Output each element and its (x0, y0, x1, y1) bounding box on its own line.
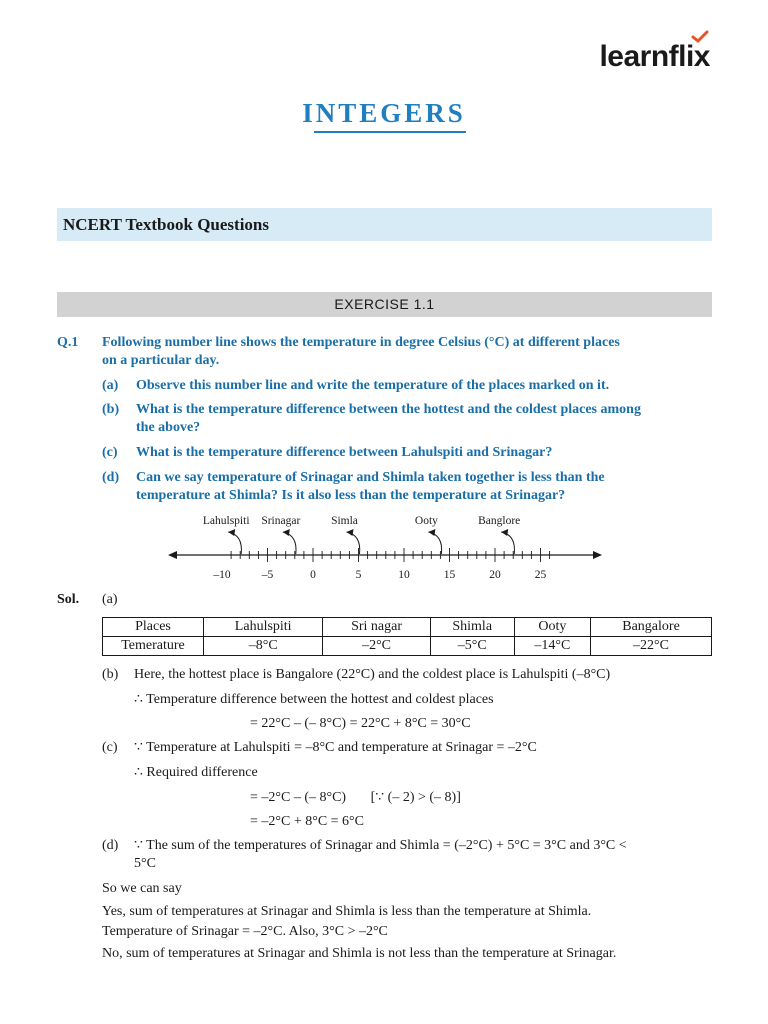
arrowhead-icon (347, 529, 354, 536)
place-pointer-arrow (347, 532, 360, 554)
part-b-text-1: What is the temperature difference between the hottest and the coldest places among (136, 402, 641, 417)
tick-label: 25 (534, 569, 547, 581)
place-pointer-arrow (228, 532, 241, 554)
place-pointer-arrow (428, 532, 441, 554)
place-pointer-arrow (283, 532, 296, 554)
part-d-label: (d) (102, 470, 120, 485)
arrowhead-icon (428, 529, 435, 536)
table-row (103, 618, 712, 637)
table-header-cell: Sri nagar (323, 618, 430, 637)
section-heading-box (57, 208, 712, 241)
solution-c-line-4: = –2°C + 8°C = 6°C (250, 814, 364, 829)
table-cell: –14°C (514, 637, 590, 656)
table-cell: –5°C (430, 637, 514, 656)
arrowhead-icon (501, 529, 508, 536)
tick-label: –10 (213, 569, 231, 581)
table-row (103, 637, 712, 656)
table-header-cell: Lahulspiti (204, 618, 323, 637)
place-label: Srinagar (261, 515, 301, 527)
solution-b-line-2: ∴ Temperature difference between the hottest and coldest places (134, 692, 494, 707)
question-number: Q.1 (57, 335, 79, 350)
part-b-text-2: the above? (136, 420, 201, 435)
conclusion-line: Yes, sum of temperatures at Srinagar and Shimla is less than the temperature at Shimla. (102, 904, 592, 919)
question-line-1: Following number line shows the temperature in degree Celsius (°C) at different places (102, 335, 620, 350)
conclusion-line: No, sum of temperatures at Srinagar and Shimla is not less than the temperature at Srinagar. (102, 946, 617, 961)
part-c-label: (c) (102, 445, 118, 460)
exercise-heading-box (57, 292, 712, 317)
tick-label: 5 (355, 569, 362, 581)
part-a-text: Observe this number line and write the temperature of the places marked on it. (136, 378, 610, 393)
solution-c-line-2: ∴ Required difference (134, 765, 258, 780)
place-label: Ooty (414, 515, 438, 527)
table-header-cell: Ooty (514, 618, 590, 637)
right-arrow-icon (593, 551, 602, 559)
table-header-cell: Places (103, 618, 204, 637)
tick-label: 15 (443, 569, 456, 581)
solution-b-line-1: Here, the hottest place is Bangalore (22°C) and the coldest place is Lahulspiti (–8°C) (134, 667, 611, 682)
solution-b-line-3: = 22°C – (– 8°C) = 22°C + 8°C = 30°C (250, 716, 471, 731)
arrowhead-icon (283, 529, 290, 536)
solution-d-line-2: 5°C (134, 856, 156, 871)
solution-part-d-label: (d) (102, 838, 119, 853)
temperature-table (102, 617, 712, 656)
part-a-label: (a) (102, 378, 119, 393)
solution-d-line-1: ∵ The sum of the temperatures of Srinagar and Shimla = (–2°C) + 5°C = 3°C and 3°C < (134, 838, 627, 853)
solution-c-line-1: ∵ Temperature at Lahulspiti = –8°C and temperature at Srinagar = –2°C (134, 740, 537, 755)
place-pointer-arrow (501, 532, 514, 554)
page-title: INTEGERS (302, 98, 466, 128)
table-cell: –22°C (591, 637, 712, 656)
place-label: Simla (331, 515, 358, 527)
solution-part-b-label: (b) (102, 667, 119, 682)
part-d-text-1: Can we say temperature of Srinagar and Shimla taken together is less than the (136, 470, 605, 485)
place-label: Lahulspiti (202, 515, 250, 527)
solution-part-a-label: (a) (102, 592, 118, 607)
conclusion-line: Temperature of Srinagar = –2°C. Also, 3°C > –2°C (102, 924, 388, 939)
title-underline (314, 131, 466, 133)
exercise-heading: EXERCISE 1.1 (334, 296, 435, 312)
tick-label: 10 (398, 569, 410, 581)
table-cell: Temerature (103, 637, 204, 656)
part-b-label: (b) (102, 402, 120, 417)
part-d-text-2: temperature at Shimla? Is it also less than the temperature at Srinagar? (136, 488, 566, 503)
solution-label: Sol. (57, 592, 80, 607)
checkmark-icon (690, 30, 710, 44)
tick-label: 20 (489, 569, 501, 581)
question-line-2: on a particular day. (102, 353, 220, 368)
tick-label: –5 (261, 569, 274, 581)
table-cell: –8°C (204, 637, 323, 656)
arrowhead-icon (228, 529, 235, 536)
brand-logo: learnflix (599, 40, 710, 73)
solution-c-line-3: = –2°C – (– 8°C) [∵ (– 2) > (– 8)] (250, 790, 461, 805)
part-c-text: What is the temperature difference between Lahulspiti and Srinagar? (136, 445, 553, 460)
conclusion-line: So we can say (102, 881, 182, 896)
temperature-number-line (0, 505, 768, 585)
table-header-cell: Shimla (430, 618, 514, 637)
section-heading: NCERT Textbook Questions (63, 215, 269, 234)
tick-label: 0 (310, 569, 316, 581)
table-cell: –2°C (323, 637, 430, 656)
solution-part-c-label: (c) (102, 740, 118, 755)
table-header-cell: Bangalore (591, 618, 712, 637)
place-label: Banglore (478, 515, 521, 527)
left-arrow-icon (168, 551, 177, 559)
